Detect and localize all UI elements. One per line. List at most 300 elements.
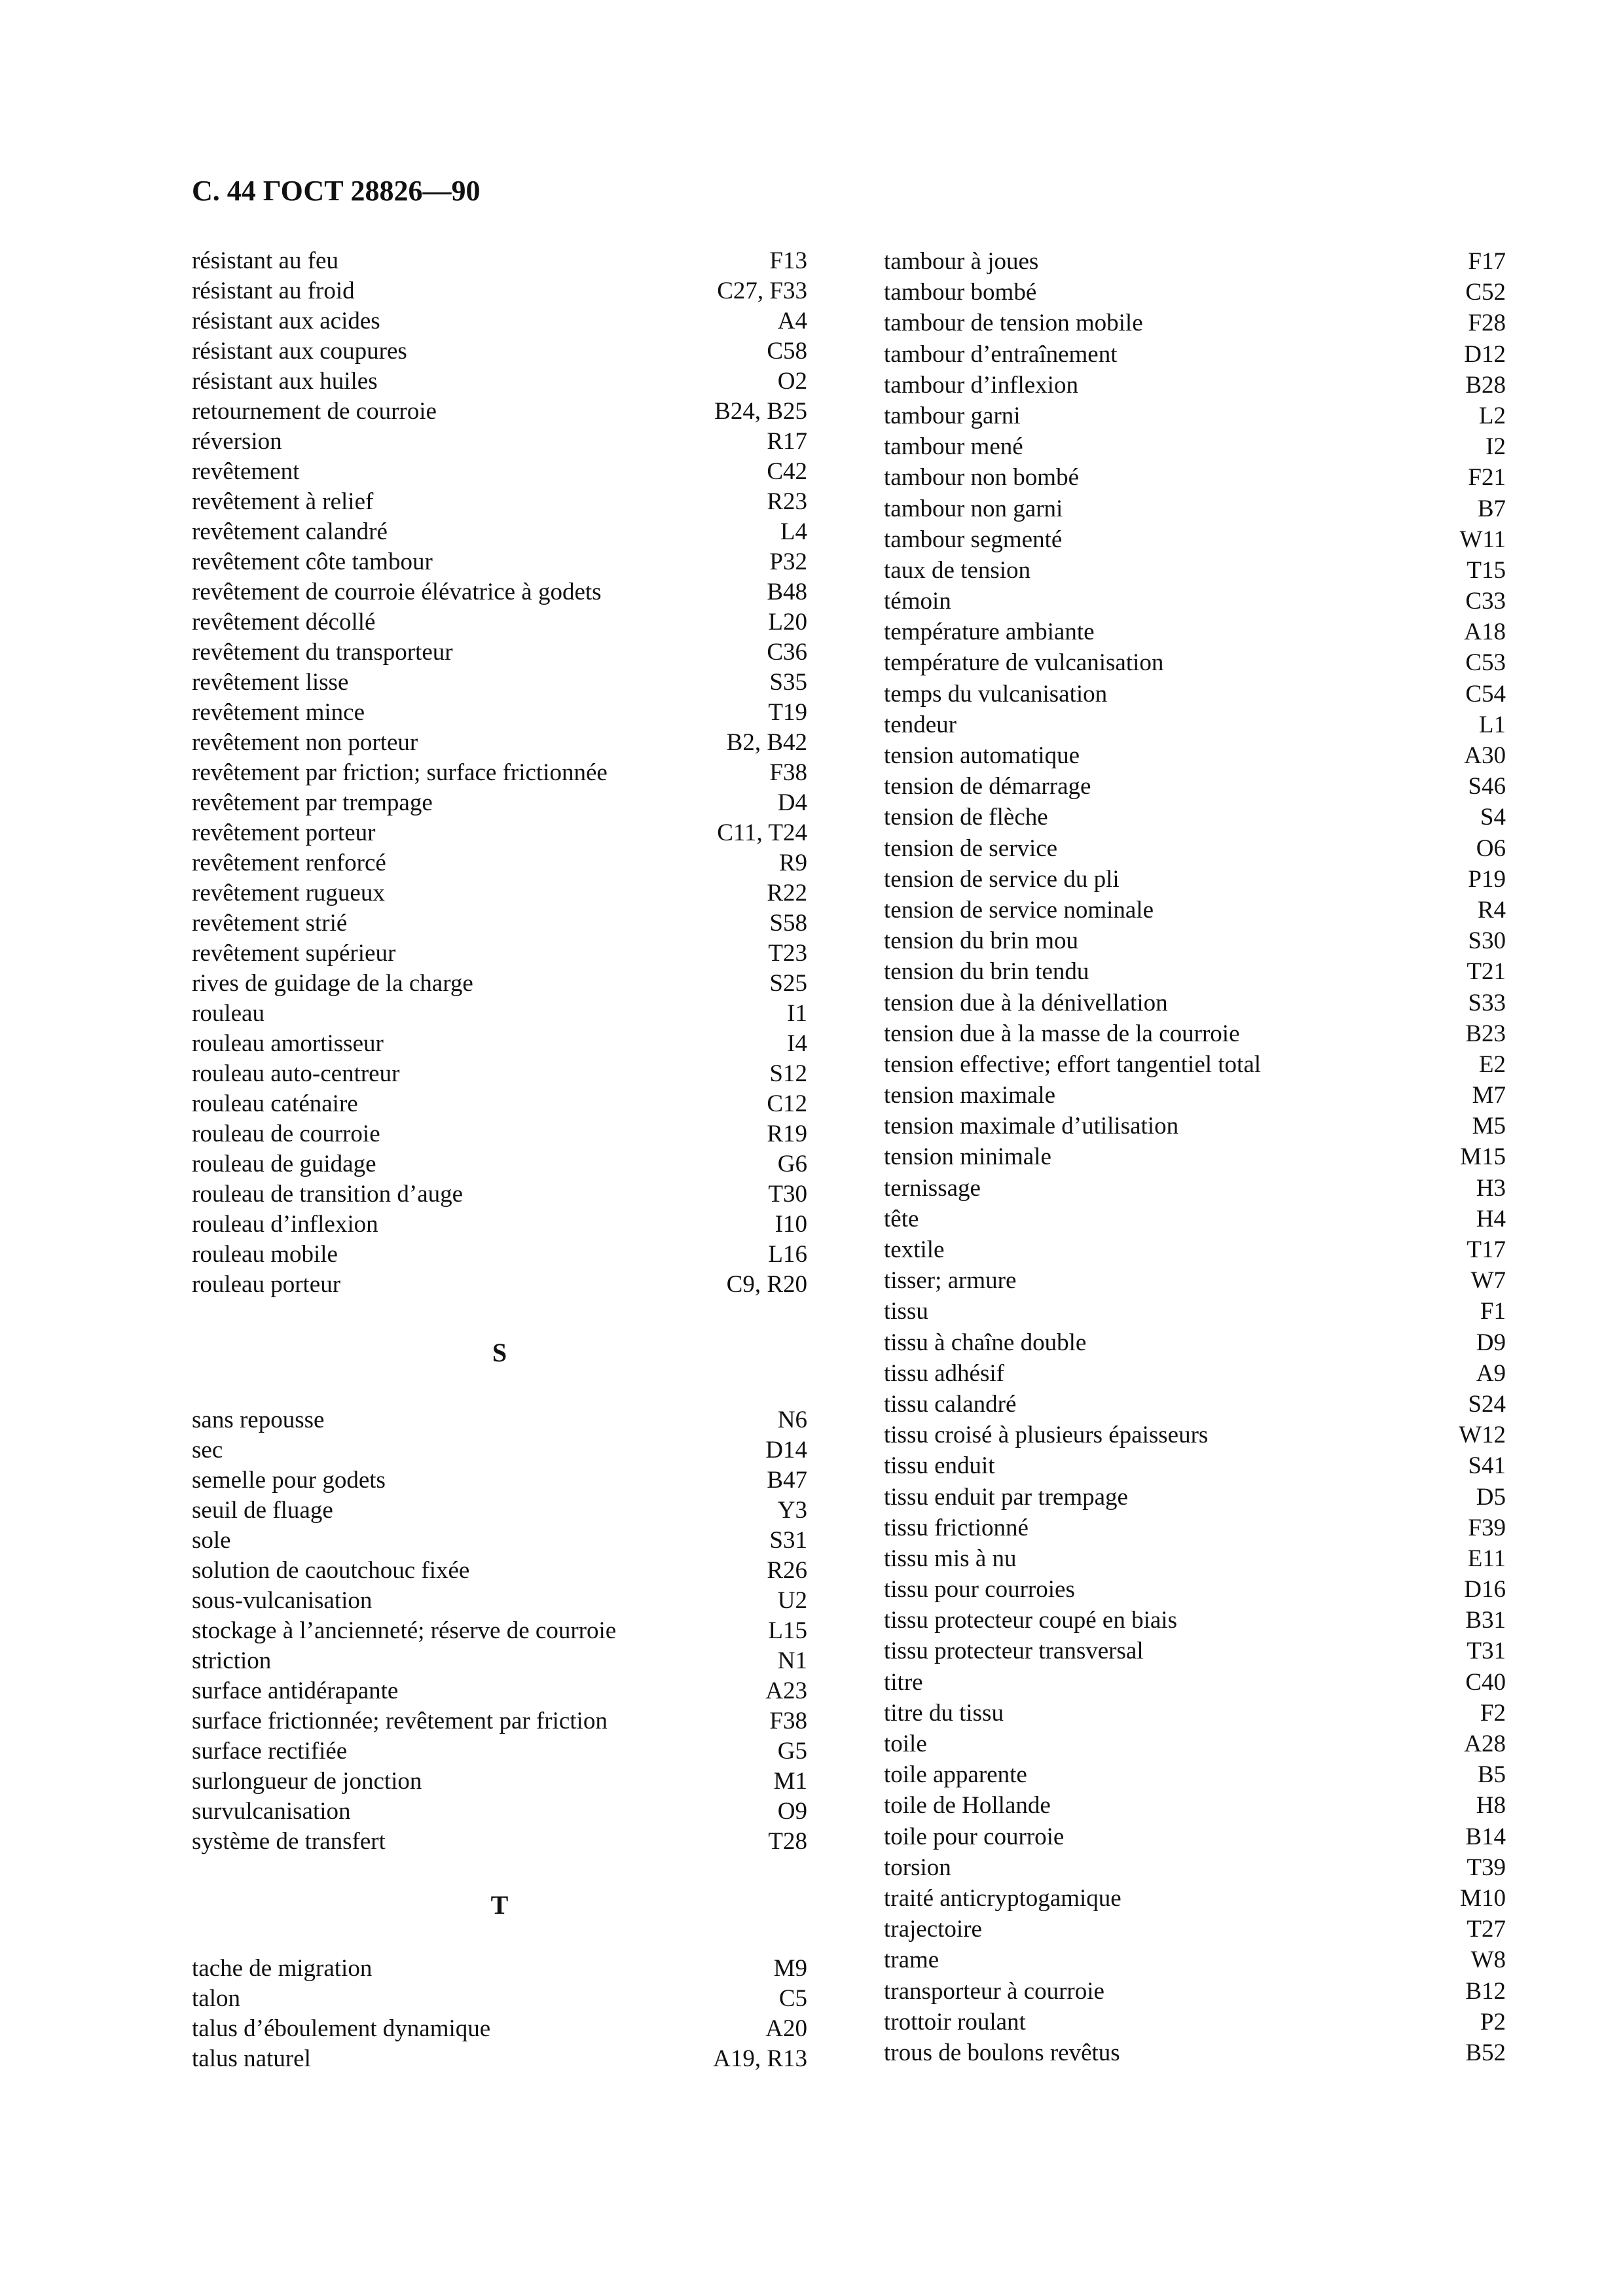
index-entry xyxy=(884,1945,1506,1975)
index-reference: I2 xyxy=(1486,433,1506,461)
index-reference: T39 xyxy=(1467,1854,1506,1881)
index-entry xyxy=(192,848,807,878)
index-reference: S24 xyxy=(1468,1390,1506,1418)
index-term: tissu mis à nu xyxy=(884,1545,1017,1572)
index-term: tension due à la dénivellation xyxy=(884,989,1168,1016)
index-entry xyxy=(884,277,1506,308)
index-reference: S4 xyxy=(1480,804,1506,831)
entry-group-r xyxy=(192,246,807,1300)
index-reference: G5 xyxy=(777,1738,807,1765)
index-reference: B7 xyxy=(1477,495,1506,522)
index-term: surface antidérapante xyxy=(192,1677,399,1704)
index-term: tension maximale xyxy=(884,1082,1056,1109)
index-reference: A19, R13 xyxy=(713,2045,807,2072)
index-entry xyxy=(884,1049,1506,1080)
index-reference: A18 xyxy=(1464,619,1506,646)
index-entry xyxy=(192,306,807,336)
index-term: rouleau de courroie xyxy=(192,1121,380,1147)
index-entry xyxy=(192,698,807,728)
index-term: revêtement calandré xyxy=(192,518,388,545)
index-column-right xyxy=(884,246,1506,2068)
index-term: rouleau auto-centreur xyxy=(192,1060,400,1087)
index-term: revêtement non porteur xyxy=(192,729,418,756)
index-reference: I1 xyxy=(787,1000,807,1027)
index-term: torsion xyxy=(884,1854,951,1881)
index-reference: C53 xyxy=(1465,649,1506,677)
index-entry xyxy=(192,1179,807,1210)
index-term: tension minimale xyxy=(884,1143,1051,1171)
index-term: sans repousse xyxy=(192,1407,325,1433)
index-term: taux de tension xyxy=(884,556,1031,584)
index-entry xyxy=(192,1029,807,1059)
index-reference: R17 xyxy=(767,428,807,455)
index-term: talus naturel xyxy=(192,2045,311,2072)
index-reference: P19 xyxy=(1468,865,1506,893)
index-reference: W7 xyxy=(1470,1267,1506,1295)
index-reference: A4 xyxy=(777,308,807,334)
index-term: revêtement par friction; surface frictionnée xyxy=(192,759,608,786)
index-reference: D4 xyxy=(777,789,807,816)
index-entry xyxy=(884,308,1506,338)
index-term: rouleau de transition d’auge xyxy=(192,1181,464,1208)
index-entry xyxy=(192,1526,807,1556)
index-term: tisser; armure xyxy=(884,1267,1017,1295)
index-reference: A28 xyxy=(1464,1731,1506,1757)
index-term: revêtement xyxy=(192,458,300,485)
index-term: tambour segmenté xyxy=(884,526,1063,553)
index-entry xyxy=(192,999,807,1029)
index-reference: N6 xyxy=(777,1407,807,1433)
index-reference: M5 xyxy=(1472,1113,1506,1140)
index-reference: B31 xyxy=(1465,1607,1506,1634)
index-reference: T23 xyxy=(768,940,807,967)
index-term: stockage à l’ancienneté; réserve de courroie xyxy=(192,1617,617,1644)
index-term: tissu xyxy=(884,1298,928,1325)
index-entry xyxy=(192,1556,807,1586)
index-reference: T21 xyxy=(1467,958,1506,986)
index-reference: A30 xyxy=(1464,742,1506,769)
index-term: trous de boulons revêtus xyxy=(884,2039,1120,2066)
index-term: revêtement décollé xyxy=(192,609,376,636)
index-term: temps du vulcanisation xyxy=(884,680,1108,708)
index-reference: O9 xyxy=(777,1798,807,1825)
index-entry xyxy=(884,709,1506,740)
index-reference: S30 xyxy=(1468,927,1506,955)
index-reference: M15 xyxy=(1460,1143,1506,1171)
index-reference: B52 xyxy=(1465,2039,1506,2066)
index-entry xyxy=(192,517,807,547)
index-reference: F1 xyxy=(1480,1298,1506,1325)
index-entry xyxy=(884,1234,1506,1265)
index-reference: C27, F33 xyxy=(717,278,807,304)
index-term: revêtement à relief xyxy=(192,488,374,515)
index-entry xyxy=(884,895,1506,925)
index-entry xyxy=(884,1729,1506,1759)
index-term: réversion xyxy=(192,428,282,455)
index-reference: E11 xyxy=(1467,1545,1506,1572)
index-term: trottoir roulant xyxy=(884,2008,1026,2036)
index-term: surlongueur de jonction xyxy=(192,1768,422,1795)
index-entry xyxy=(884,833,1506,864)
index-entry xyxy=(192,1405,807,1435)
index-term: revêtement rugueux xyxy=(192,880,385,906)
index-term: revêtement par trempage xyxy=(192,789,433,816)
index-term: rouleau amortisseur xyxy=(192,1030,384,1057)
index-term: système de transfert xyxy=(192,1828,386,1855)
index-reference: N1 xyxy=(777,1647,807,1674)
index-entry xyxy=(192,1149,807,1179)
index-reference: R26 xyxy=(767,1557,807,1584)
index-entry xyxy=(884,1636,1506,1666)
index-entry xyxy=(884,1327,1506,1358)
index-reference: B2, B42 xyxy=(726,729,807,756)
index-entry xyxy=(192,1059,807,1089)
index-entry xyxy=(192,1465,807,1496)
index-entry xyxy=(884,1173,1506,1204)
index-reference: C11, T24 xyxy=(717,819,807,846)
index-entry xyxy=(884,1018,1506,1049)
index-term: rouleau xyxy=(192,1000,264,1027)
index-term: tête xyxy=(884,1205,919,1232)
index-term: tambour à joues xyxy=(884,248,1039,275)
index-reference: H3 xyxy=(1476,1174,1506,1202)
index-entry xyxy=(192,818,807,848)
index-entry xyxy=(192,939,807,969)
index-entry xyxy=(884,1698,1506,1729)
index-entry xyxy=(192,607,807,637)
index-term: tension automatique xyxy=(884,742,1080,769)
index-term: tambour d’entraînement xyxy=(884,340,1118,368)
index-entry xyxy=(192,1646,807,1676)
index-entry xyxy=(192,1119,807,1149)
index-term: trajectoire xyxy=(884,1916,982,1943)
index-entry xyxy=(192,1496,807,1526)
index-term: ternissage xyxy=(884,1174,981,1202)
index-reference: G6 xyxy=(777,1151,807,1177)
index-term: tension de démarrage xyxy=(884,773,1091,800)
index-term: tension effective; effort tangentiel total xyxy=(884,1050,1262,1078)
index-reference: M1 xyxy=(773,1768,807,1795)
index-entry xyxy=(192,1827,807,1857)
index-reference: S33 xyxy=(1468,989,1506,1016)
index-term: tissu pour courroies xyxy=(884,1576,1075,1604)
index-reference: F2 xyxy=(1480,1699,1506,1727)
index-term: toile de Hollande xyxy=(884,1792,1051,1820)
index-reference: M10 xyxy=(1460,1884,1506,1912)
index-reference: L20 xyxy=(768,609,807,636)
index-reference: P32 xyxy=(769,548,807,575)
index-term: revêtement du transporteur xyxy=(192,639,453,666)
index-entry xyxy=(192,668,807,698)
index-entry xyxy=(192,2014,807,2044)
index-entry xyxy=(192,457,807,487)
index-term: talus d’éboulement dynamique xyxy=(192,2015,491,2042)
index-reference: S46 xyxy=(1468,773,1506,800)
index-reference: R9 xyxy=(778,850,807,876)
index-entry xyxy=(884,647,1506,678)
index-entry xyxy=(884,988,1506,1018)
index-entry xyxy=(192,276,807,306)
index-entry xyxy=(884,1513,1506,1543)
index-term: sole xyxy=(192,1527,231,1554)
index-term: tension du brin tendu xyxy=(884,958,1089,986)
index-reference: B12 xyxy=(1465,1977,1506,2005)
index-reference: R19 xyxy=(767,1121,807,1147)
index-reference: O2 xyxy=(777,368,807,395)
index-reference: D5 xyxy=(1476,1483,1506,1511)
index-term: textile xyxy=(884,1236,945,1263)
index-reference: B5 xyxy=(1477,1761,1506,1789)
index-term: tension de service du pli xyxy=(884,865,1120,893)
index-entry xyxy=(884,431,1506,462)
index-entry xyxy=(884,246,1506,277)
index-reference: M9 xyxy=(773,1955,807,1982)
index-term: toile pour courroie xyxy=(884,1823,1065,1850)
index-reference: T31 xyxy=(1467,1638,1506,1665)
index-entry xyxy=(884,370,1506,401)
index-entry xyxy=(192,246,807,276)
index-term: témoin xyxy=(884,588,951,615)
index-term: survulcanisation xyxy=(192,1798,351,1825)
index-entry xyxy=(884,1420,1506,1450)
index-reference: O6 xyxy=(1476,834,1506,862)
index-reference: F38 xyxy=(769,1708,807,1734)
index-term: tambour de tension mobile xyxy=(884,310,1143,337)
index-term: seuil de fluage xyxy=(192,1497,333,1524)
index-reference: C40 xyxy=(1465,1668,1506,1696)
index-entry xyxy=(192,1240,807,1270)
index-reference: W11 xyxy=(1459,526,1506,553)
index-entry xyxy=(192,397,807,427)
index-reference: S35 xyxy=(769,669,807,696)
index-term: tambour bombé xyxy=(884,279,1037,306)
index-entry xyxy=(884,1482,1506,1513)
index-term: tissu protecteur coupé en biais xyxy=(884,1607,1177,1634)
index-entry xyxy=(192,1706,807,1736)
index-entry xyxy=(192,1270,807,1300)
index-entry xyxy=(192,1984,807,2014)
index-reference: A9 xyxy=(1476,1359,1506,1387)
index-entry xyxy=(884,1265,1506,1296)
index-entry xyxy=(884,2007,1506,2037)
index-entry xyxy=(192,908,807,939)
entry-group-s xyxy=(192,1405,807,1857)
index-entry xyxy=(192,367,807,397)
index-term: semelle pour godets xyxy=(192,1467,386,1494)
index-term: tension du brin mou xyxy=(884,927,1079,955)
index-reference: T28 xyxy=(768,1828,807,1855)
index-term: résistant au froid xyxy=(192,278,355,304)
index-term: rouleau porteur xyxy=(192,1271,341,1298)
index-entry xyxy=(192,336,807,367)
index-entry xyxy=(884,1976,1506,2007)
index-reference: C54 xyxy=(1465,680,1506,708)
index-reference: E2 xyxy=(1478,1050,1506,1078)
index-reference: L1 xyxy=(1478,711,1506,738)
index-reference: D16 xyxy=(1464,1576,1506,1604)
index-term: titre du tissu xyxy=(884,1699,1004,1727)
index-reference: C12 xyxy=(767,1090,807,1117)
index-term: revêtement de courroie élévatrice à godets xyxy=(192,579,602,605)
index-term: résistant aux huiles xyxy=(192,368,378,395)
entry-group-t-continued xyxy=(884,246,1506,2068)
index-term: tension de flèche xyxy=(884,804,1048,831)
index-entry xyxy=(884,524,1506,555)
index-entry xyxy=(884,1204,1506,1234)
index-reference: F13 xyxy=(769,247,807,274)
index-term: solution de caoutchouc fixée xyxy=(192,1557,470,1584)
index-reference: B28 xyxy=(1465,371,1506,399)
index-term: tissu croisé à plusieurs épaisseurs xyxy=(884,1422,1209,1449)
index-reference: W12 xyxy=(1459,1422,1506,1449)
index-reference: H8 xyxy=(1476,1792,1506,1820)
index-entry xyxy=(192,1767,807,1797)
index-reference: B14 xyxy=(1465,1823,1506,1850)
section-letter-t: T xyxy=(490,1890,509,1920)
index-term: tambour mené xyxy=(884,433,1023,461)
index-reference: T17 xyxy=(1467,1236,1506,1263)
index-term: résistant aux acides xyxy=(192,308,380,334)
index-reference: W8 xyxy=(1470,1946,1506,1974)
index-entry xyxy=(192,1736,807,1767)
index-reference: I4 xyxy=(787,1030,807,1057)
index-term: revêtement lisse xyxy=(192,669,349,696)
index-term: tension de service xyxy=(884,834,1058,862)
index-entry xyxy=(884,462,1506,493)
index-term: trame xyxy=(884,1946,939,1974)
index-reference: B48 xyxy=(767,579,807,605)
index-reference: D12 xyxy=(1464,340,1506,368)
index-entry xyxy=(192,1797,807,1827)
index-entry xyxy=(884,401,1506,431)
index-reference: C5 xyxy=(778,1985,807,2012)
index-entry xyxy=(884,493,1506,524)
index-term: revêtement strié xyxy=(192,910,348,937)
index-reference: D14 xyxy=(765,1437,807,1463)
index-reference: F28 xyxy=(1468,310,1506,337)
index-entry xyxy=(192,577,807,607)
entry-group-t xyxy=(192,1954,807,2074)
index-term: tissu frictionné xyxy=(884,1514,1029,1541)
index-entry xyxy=(884,925,1506,956)
index-term: surface frictionnée; revêtement par friction xyxy=(192,1708,608,1734)
index-reference: C52 xyxy=(1465,279,1506,306)
index-term: température ambiante xyxy=(884,619,1095,646)
index-term: tissu calandré xyxy=(884,1390,1017,1418)
index-entry xyxy=(884,586,1506,617)
index-reference: F39 xyxy=(1468,1514,1506,1541)
index-term: tambour non bombé xyxy=(884,464,1080,492)
index-entry xyxy=(192,788,807,818)
index-entry xyxy=(884,1141,1506,1172)
index-entry xyxy=(884,1790,1506,1821)
index-entry xyxy=(884,1574,1506,1605)
index-term: tissu protecteur transversal xyxy=(884,1638,1144,1665)
index-entry xyxy=(884,740,1506,771)
index-entry xyxy=(884,1852,1506,1883)
index-entry xyxy=(192,728,807,758)
index-entry xyxy=(192,1435,807,1465)
index-entry xyxy=(884,1358,1506,1389)
index-reference: L15 xyxy=(768,1617,807,1644)
index-term: tambour non garni xyxy=(884,495,1063,522)
index-entry xyxy=(884,555,1506,586)
index-entry xyxy=(192,1210,807,1240)
index-reference: F38 xyxy=(769,759,807,786)
index-term: retournement de courroie xyxy=(192,398,437,425)
index-entry xyxy=(884,2037,1506,2068)
index-reference: F21 xyxy=(1468,464,1506,492)
index-reference: R22 xyxy=(767,880,807,906)
index-entry xyxy=(884,1296,1506,1327)
index-entry xyxy=(884,802,1506,833)
index-reference: L16 xyxy=(768,1241,807,1268)
index-term: revêtement supérieur xyxy=(192,940,396,967)
index-term: résistant aux coupures xyxy=(192,338,407,365)
index-reference: S25 xyxy=(769,970,807,997)
index-entry xyxy=(192,2044,807,2074)
index-entry xyxy=(884,1667,1506,1698)
index-entry xyxy=(884,864,1506,895)
index-entry xyxy=(884,771,1506,802)
index-column-left xyxy=(192,246,807,2074)
index-reference: C42 xyxy=(767,458,807,485)
index-entry xyxy=(884,1389,1506,1420)
index-term: toile xyxy=(884,1731,927,1757)
index-entry xyxy=(192,758,807,788)
index-reference: H4 xyxy=(1476,1205,1506,1232)
index-term: tissu à chaîne double xyxy=(884,1329,1087,1356)
index-term: sous-vulcanisation xyxy=(192,1587,373,1614)
index-term: rouleau de guidage xyxy=(192,1151,376,1177)
index-entry xyxy=(884,1111,1506,1141)
index-entry xyxy=(884,1759,1506,1790)
index-reference: U2 xyxy=(777,1587,807,1614)
index-term: rouleau caténaire xyxy=(192,1090,358,1117)
index-entry xyxy=(884,1450,1506,1481)
index-entry xyxy=(192,637,807,668)
index-term: résistant au feu xyxy=(192,247,338,274)
index-reference: R4 xyxy=(1477,896,1506,924)
index-reference: F17 xyxy=(1468,248,1506,275)
index-entry xyxy=(192,487,807,517)
index-entry xyxy=(192,1089,807,1119)
index-entry xyxy=(192,1586,807,1616)
index-entry xyxy=(192,1954,807,1984)
index-reference: C9, R20 xyxy=(726,1271,807,1298)
index-reference: B24, B25 xyxy=(714,398,807,425)
index-entry xyxy=(192,547,807,577)
index-entry xyxy=(884,956,1506,987)
index-reference: L2 xyxy=(1478,402,1506,429)
index-reference: M7 xyxy=(1472,1082,1506,1109)
index-term: titre xyxy=(884,1668,923,1696)
index-reference: T30 xyxy=(768,1181,807,1208)
index-term: transporteur à courroie xyxy=(884,1977,1104,2005)
index-entry xyxy=(884,1080,1506,1111)
index-entry xyxy=(884,1883,1506,1914)
index-term: revêtement côte tambour xyxy=(192,548,433,575)
index-reference: C58 xyxy=(767,338,807,365)
index-reference: C33 xyxy=(1465,588,1506,615)
index-term: tissu enduit xyxy=(884,1452,995,1480)
index-term: tendeur xyxy=(884,711,957,738)
index-reference: D9 xyxy=(1476,1329,1506,1356)
index-reference: T27 xyxy=(1467,1916,1506,1943)
index-term: rives de guidage de la charge xyxy=(192,970,473,997)
index-reference: A20 xyxy=(765,2015,807,2042)
index-reference: Y3 xyxy=(777,1497,807,1524)
